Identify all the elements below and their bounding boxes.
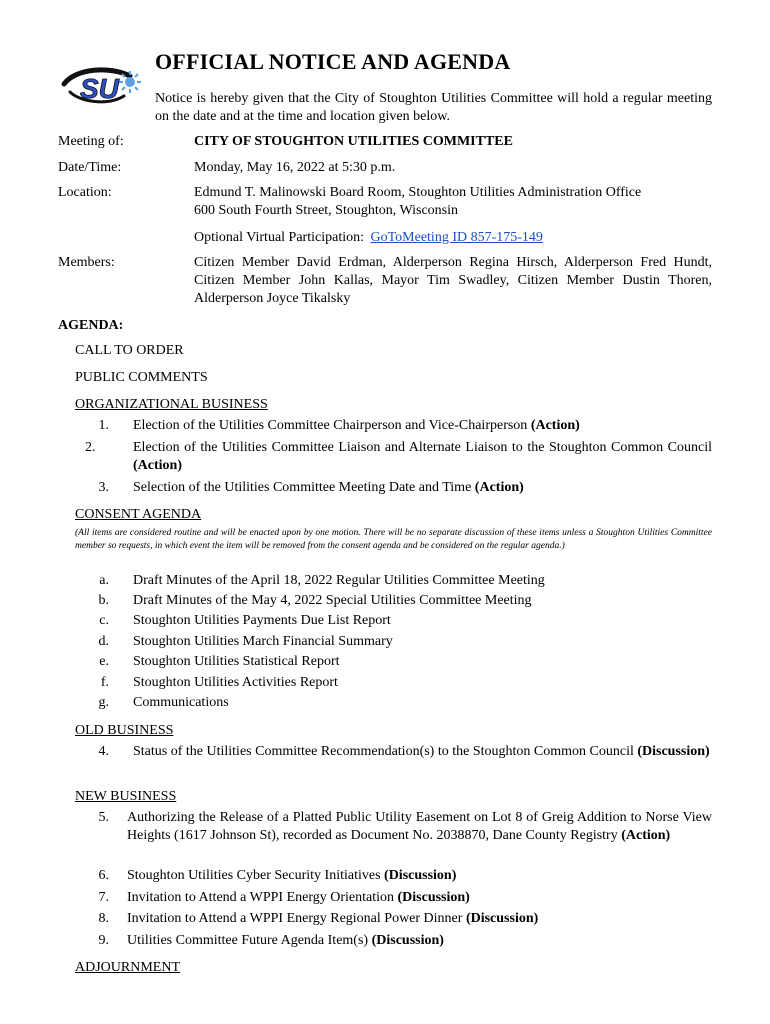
item-letter: f. xyxy=(100,675,109,690)
consent-agenda-note: (All items are considered routine and will be enacted upon by one motion. There will be no separate discussion of these items unless a Stoughton Utilities Committee member so requests, in which event the item will be removed from the consent agenda and be considered on the regular agenda.) xyxy=(75,528,712,551)
list-item xyxy=(85,674,338,692)
item-text: Stoughton Utilities Activities Report xyxy=(133,675,338,690)
item-tag: (Action) xyxy=(133,458,182,473)
item-number: 7. xyxy=(98,890,109,905)
item-text: Draft Minutes of the May 4, 2022 Special Utilities Committee Meeting xyxy=(133,593,532,608)
list-item xyxy=(85,592,532,610)
item-text: Utilities Committee Future Agenda Item(s) xyxy=(127,933,369,948)
item-text: Status of the Utilities Committee Recommendation(s) to the Stoughton Common Council xyxy=(133,744,634,759)
item-tag: (Discussion) xyxy=(397,890,470,905)
list-item xyxy=(85,910,538,928)
virtual-prefix: Optional Virtual Participation: xyxy=(194,230,364,245)
item-text: Draft Minutes of the April 18, 2022 Regular Utilities Committee Meeting xyxy=(133,573,545,588)
list-item xyxy=(85,479,712,497)
list-item xyxy=(85,653,340,671)
item-number: 4. xyxy=(98,744,109,759)
item-tag: (Action) xyxy=(474,480,524,495)
item-number: 5. xyxy=(98,810,109,825)
list-item xyxy=(85,612,391,630)
item-text: Communications xyxy=(133,695,229,710)
datetime-label: Date/Time: xyxy=(58,160,122,175)
item-letter: b. xyxy=(98,593,109,608)
notice-text: Notice is hereby given that the City of Stoughton Utilities Committee will hold a regular meeting on the date and at the time and location given below. xyxy=(155,91,712,124)
item-letter: c. xyxy=(99,613,109,628)
item-tag: (Discussion) xyxy=(384,868,457,883)
item-number: 6. xyxy=(98,868,109,883)
meeting-label: Meeting of: xyxy=(58,134,124,149)
consent-agenda-heading: CONSENT AGENDA xyxy=(75,507,202,522)
item-tag: (Discussion) xyxy=(637,744,710,759)
adjournment: ADJOURNMENT xyxy=(75,960,180,975)
old-business-heading: OLD BUSINESS xyxy=(75,723,174,738)
logo-graphic xyxy=(58,62,142,112)
logo-lettering: SU xyxy=(80,73,119,104)
members-value: Citizen Member David Erdman, Alderperson Regina Hirsch, Alderperson Fred Hundt, Citizen Member John Kallas, Mayor Tim Swadley, Citizen Member Dustin Thoren, Alderperson Joyce Tikalsky xyxy=(194,255,712,306)
list-item xyxy=(85,932,444,950)
meeting-value: CITY OF STOUGHTON UTILITIES COMMITTEE xyxy=(194,134,513,149)
item-text: Stoughton Utilities Statistical Report xyxy=(133,654,340,669)
item-text: Stoughton Utilities Payments Due List Report xyxy=(133,613,391,628)
item-number: 8. xyxy=(98,911,109,926)
list-item xyxy=(85,743,712,761)
item-tag: (Action) xyxy=(621,828,671,843)
item-text: Stoughton Utilities Cyber Security Initiatives xyxy=(127,868,381,883)
list-item xyxy=(85,694,229,712)
location-label: Location: xyxy=(58,185,112,200)
public-comments: PUBLIC COMMENTS xyxy=(75,370,208,385)
item-number: 9. xyxy=(98,933,109,948)
item-number: 1. xyxy=(98,418,109,433)
virtual-participation xyxy=(194,229,543,247)
item-text: Election of the Utilities Committee Liaison and Alternate Liaison to the Stoughton Common Council xyxy=(133,440,712,455)
list-item xyxy=(85,417,712,435)
item-text: Stoughton Utilities March Financial Summary xyxy=(133,634,393,649)
item-number: 3. xyxy=(98,480,109,495)
item-tag: (Discussion) xyxy=(465,911,539,926)
item-letter: e. xyxy=(99,654,109,669)
location-line2: 600 South Fourth Street, Stoughton, Wisconsin xyxy=(194,203,459,218)
item-text: Election of the Utilities Committee Chairperson and Vice-Chairperson xyxy=(133,418,528,433)
list-item xyxy=(85,809,712,845)
call-to-order: CALL TO ORDER xyxy=(75,343,184,358)
item-text: Invitation to Attend a WPPI Energy Orientation xyxy=(127,890,394,905)
item-text: Selection of the Utilities Committee Meeting Date and Time xyxy=(133,480,472,495)
list-item xyxy=(85,572,545,590)
item-text: Authorizing the Release of a Platted Public Utility Easement on Lot 8 of Greig Addition to Norse View Heights (1617 Johnson St), recorded as Document No. 2038870, Dane County Registry xyxy=(127,810,712,843)
item-tag: (Action) xyxy=(530,418,580,433)
item-tag: (Discussion) xyxy=(371,933,444,948)
datetime-value: Monday, May 16, 2022 at 5:30 p.m. xyxy=(194,160,396,175)
item-letter: a. xyxy=(99,573,109,588)
stoughton-utilities-logo xyxy=(58,62,142,112)
new-business-heading: NEW BUSINESS xyxy=(75,789,177,804)
item-number: 2. xyxy=(85,440,96,455)
item-letter: d. xyxy=(98,634,109,649)
agenda-heading: AGENDA: xyxy=(58,318,124,333)
list-item xyxy=(85,439,712,475)
location-line1: Edmund T. Malinowski Board Room, Stoughton Utilities Administration Office xyxy=(194,185,642,200)
organizational-business-heading: ORGANIZATIONAL BUSINESS xyxy=(75,397,268,412)
list-item xyxy=(85,633,393,651)
members-label: Members: xyxy=(58,255,115,270)
item-letter: g. xyxy=(98,695,109,710)
list-item xyxy=(85,867,456,885)
gotomeeting-link[interactable]: GoToMeeting ID 857-175-149 xyxy=(370,230,543,245)
item-text: Invitation to Attend a WPPI Energy Regional Power Dinner xyxy=(127,911,463,926)
page-title: OFFICIAL NOTICE AND AGENDA xyxy=(155,49,511,74)
list-item xyxy=(85,889,470,907)
